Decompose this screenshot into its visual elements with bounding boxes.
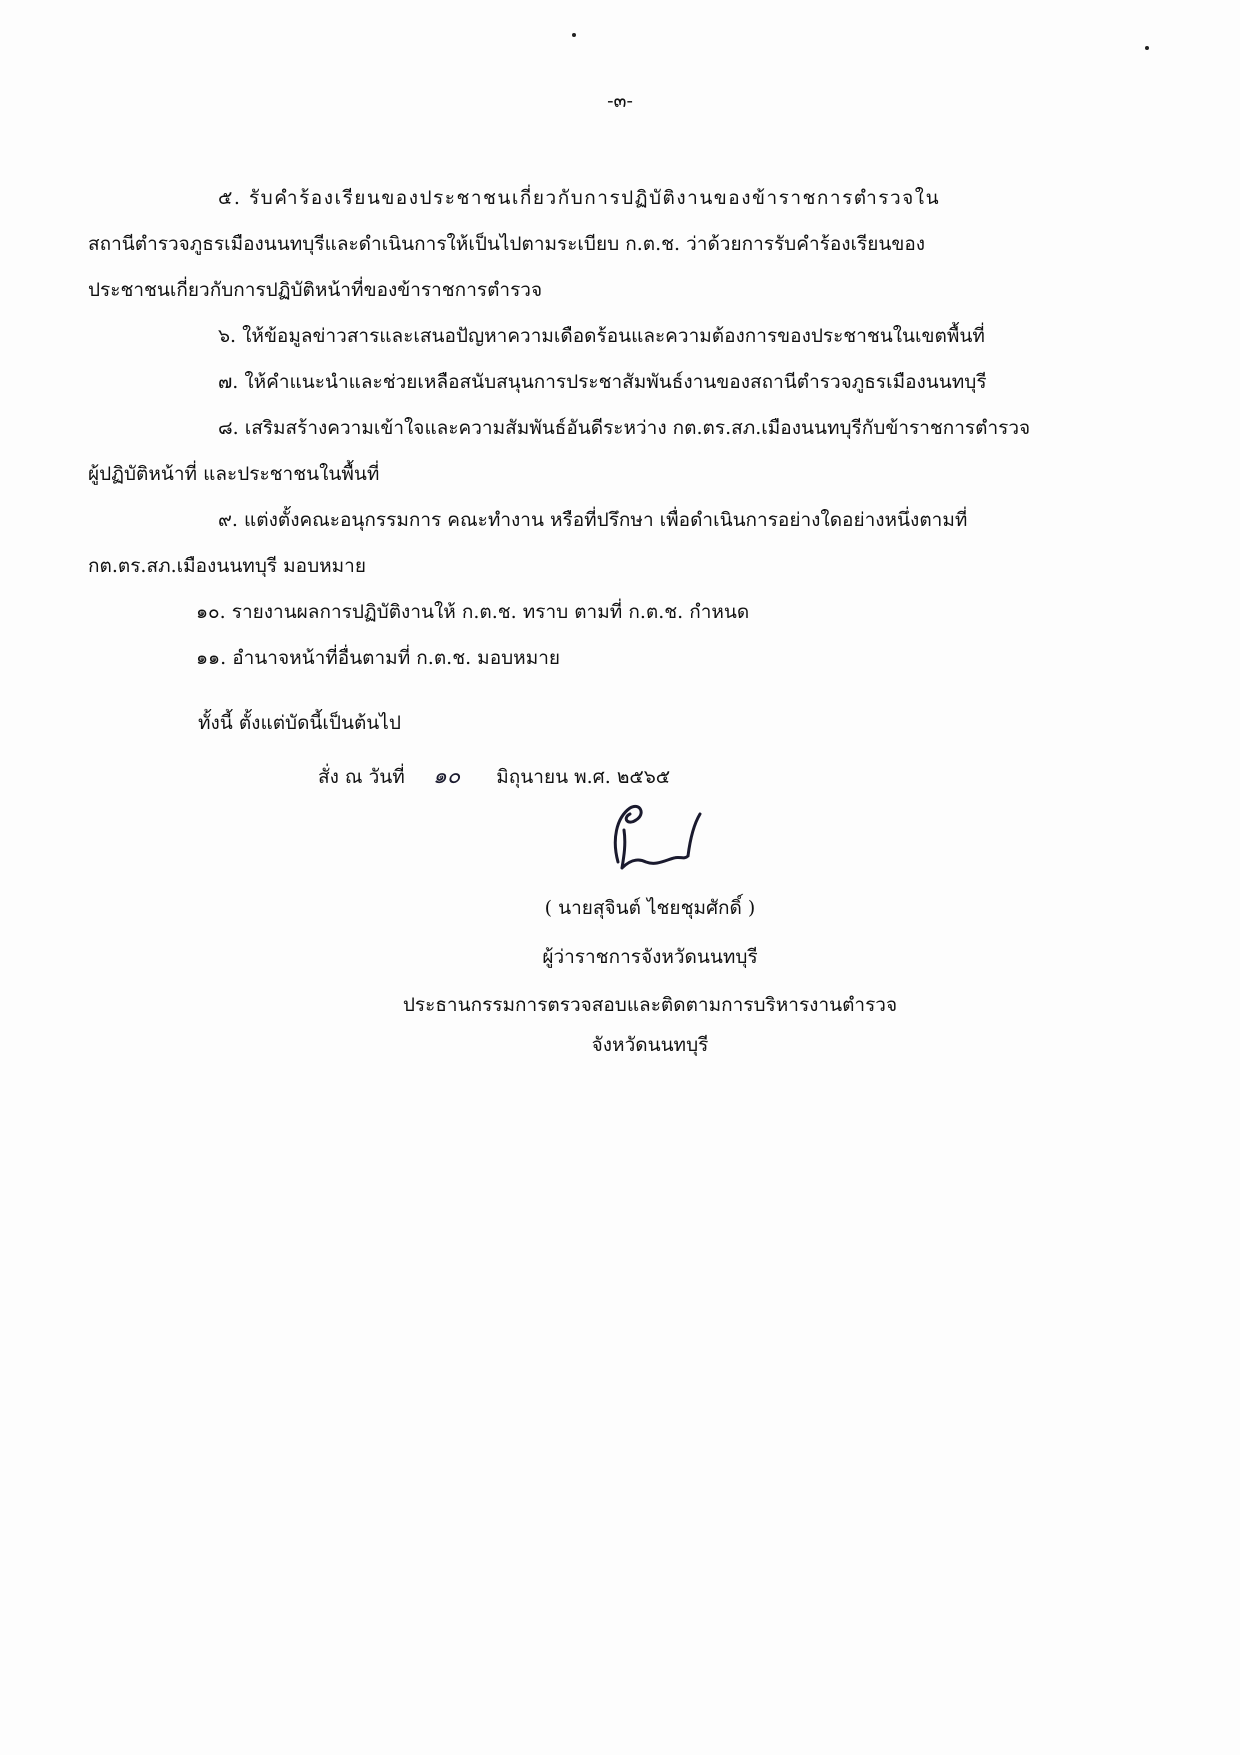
scan-speck <box>572 33 576 37</box>
order-date-month-year: มิถุนายน พ.ศ. ๒๕๖๕ <box>496 766 671 788</box>
item-5-line-2: สถานีตำรวจภูธรเมืองนนทบุรีและดำเนินการให้เป็นไปตามระเบียบ ก.ต.ช. ว่าด้วยการรับคำร้องเรียนของ <box>88 233 926 255</box>
item-7: ๗. ให้คำแนะนำและช่วยเหลือสนับสนุนการประชาสัมพันธ์งานของสถานีตำรวจภูธรเมืองนนทบุรี <box>218 371 987 393</box>
signatory-position-3: จังหวัดนนทบุรี <box>591 1034 709 1056</box>
order-date <box>318 758 670 793</box>
signatory-position-1: ผู้ว่าราชการจังหวัดนนทบุรี <box>542 946 758 968</box>
item-11: ๑๑. อำนาจหน้าที่อื่นตามที่ ก.ต.ช. มอบหมาย <box>196 647 561 669</box>
signature-mark <box>600 800 710 880</box>
handwritten-day: ๑๐ <box>432 764 461 789</box>
scan-speck <box>1145 46 1149 50</box>
signatory-position-2: ประธานกรรมการตรวจสอบและติดตามการบริหารงานตำรวจ <box>402 994 898 1016</box>
signatory-name: ( นายสุจินต์ ไชยชุมศักดิ์ ) <box>544 897 756 919</box>
page-number: -๓- <box>607 90 633 112</box>
item-9-line-2: กต.ตร.สภ.เมืองนนทบุรี มอบหมาย <box>88 555 366 577</box>
item-8-line-2: ผู้ปฏิบัติหน้าที่ และประชาชนในพื้นที่ <box>88 463 380 485</box>
item-6: ๖. ให้ข้อมูลข่าวสารและเสนอปัญหาความเดือดร้อนและความต้องการของประชาชนในเขตพื้นที่ <box>218 325 985 347</box>
item-5-line-1: ๕. รับคำร้องเรียนของประชาชนเกี่ยวกับการปฏิบัติงานของข้าราชการตำรวจใน <box>218 187 941 209</box>
item-10: ๑๐. รายงานผลการปฏิบัติงานให้ ก.ต.ช. ทราบ ตามที่ ก.ต.ช. กำหนด <box>196 601 750 623</box>
item-9-line-1: ๙. แต่งตั้งคณะอนุกรรมการ คณะทำงาน หรือที่ปรึกษา เพื่อดำเนินการอย่างใดอย่างหนึ่งตามที่ <box>218 509 968 531</box>
item-5-line-3: ประชาชนเกี่ยวกับการปฏิบัติหน้าที่ของข้าราชการตำรวจ <box>88 279 543 301</box>
order-date-prefix: สั่ง ณ วันที่ <box>318 766 405 788</box>
effective-statement: ทั้งนี้ ตั้งแต่บัดนี้เป็นต้นไป <box>198 712 401 734</box>
item-8-line-1: ๘. เสริมสร้างความเข้าใจและความสัมพันธ์อันดีระหว่าง กต.ตร.สภ.เมืองนนทบุรีกับข้าราชการตำรวจ <box>218 417 1031 439</box>
